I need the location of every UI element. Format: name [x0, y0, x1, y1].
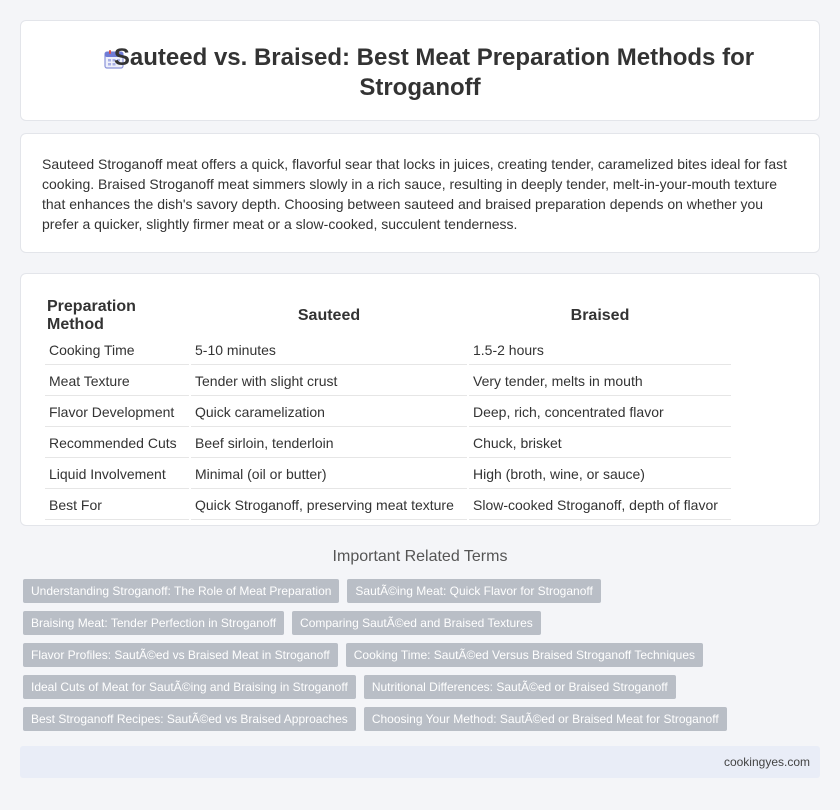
intro-paragraph: Sauteed Stroganoff meat offers a quick, flavorful sear that locks in juices, creating tender, caramelized bites ideal for fast cooking. Braised Stroganoff meat simmers slowly in a rich sauce, resulting in deeply tender, melt-in-your-mouth texture that enhances the dish's savory depth. Choosing between sauteed and braised preparation depends on whether you prefer a quicker, slightly firmer meat or a slow-cooked, succulent tenderness. [42, 156, 787, 232]
braised-cell: Slow-cooked Stroganoff, depth of flavor [469, 491, 731, 520]
row-label: Cooking Time [45, 336, 189, 365]
comparison-table-card [20, 273, 820, 526]
related-term-tag[interactable]: Nutritional Differences: SautÃ©ed or Braised Stroganoff [364, 675, 676, 699]
table-row [45, 491, 731, 520]
page-title-line-2: Stroganoff [359, 74, 481, 101]
related-term-tag[interactable]: SautÃ©ing Meat: Quick Flavor for Stroganoff [347, 579, 600, 603]
footer-site-name: cookingyes.com [723, 755, 810, 769]
header-braised: Braised [570, 307, 630, 324]
related-term-tag[interactable]: Ideal Cuts of Meat for SautÃ©ing and Braising in Stroganoff [23, 675, 356, 699]
related-term-tag[interactable]: Best Stroganoff Recipes: SautÃ©ed vs Braised Approaches [23, 707, 356, 731]
related-terms-tags [23, 579, 813, 739]
sauteed-cell: Beef sirloin, tenderloin [191, 429, 467, 458]
sauteed-cell: Quick caramelization [191, 398, 467, 427]
table-row [45, 367, 731, 396]
related-term-tag[interactable]: Cooking Time: SautÃ©ed Versus Braised Stroganoff Techniques [346, 643, 703, 667]
braised-cell: High (broth, wine, or sauce) [469, 460, 731, 489]
intro-card [20, 133, 820, 253]
related-term-tag[interactable]: Choosing Your Method: SautÃ©ed or Braised Meat for Stroganoff [364, 707, 727, 731]
braised-cell: Deep, rich, concentrated flavor [469, 398, 731, 427]
table-row [45, 460, 731, 489]
table-row [45, 398, 731, 427]
related-term-tag[interactable]: Understanding Stroganoff: The Role of Meat Preparation [23, 579, 339, 603]
comparison-table [43, 296, 733, 522]
table-row [45, 336, 731, 365]
footer [20, 746, 820, 778]
sauteed-cell: Quick Stroganoff, preserving meat texture [191, 491, 467, 520]
related-term-tag[interactable]: Braising Meat: Tender Perfection in Stroganoff [23, 611, 284, 635]
page-title [21, 43, 819, 103]
row-label: Recommended Cuts [45, 429, 189, 458]
tag-row [23, 611, 813, 635]
tag-row [23, 707, 813, 731]
braised-cell: Very tender, melts in mouth [469, 367, 731, 396]
braised-cell: 1.5-2 hours [469, 336, 731, 365]
header-preparation-method: Preparation Method [47, 298, 136, 333]
row-label: Meat Texture [45, 367, 189, 396]
related-term-tag[interactable]: Comparing SautÃ©ed and Braised Textures [292, 611, 541, 635]
sauteed-cell: 5-10 minutes [191, 336, 467, 365]
sauteed-cell: Minimal (oil or butter) [191, 460, 467, 489]
header-sauteed: Sauteed [297, 307, 361, 324]
braised-cell: Chuck, brisket [469, 429, 731, 458]
row-label: Best For [45, 491, 189, 520]
tag-row [23, 579, 813, 603]
table-header-row [45, 298, 731, 334]
table-row [45, 429, 731, 458]
page-title-line-1: Sauteed vs. Braised: Best Meat Preparation Methods for [113, 44, 755, 71]
related-terms-heading: Important Related Terms [332, 548, 508, 565]
tag-row [23, 675, 813, 699]
header-card [20, 20, 820, 121]
row-label: Liquid Involvement [45, 460, 189, 489]
related-term-tag[interactable]: Flavor Profiles: SautÃ©ed vs Braised Meat in Stroganoff [23, 643, 338, 667]
row-label: Flavor Development [45, 398, 189, 427]
sauteed-cell: Tender with slight crust [191, 367, 467, 396]
tag-row [23, 643, 813, 667]
